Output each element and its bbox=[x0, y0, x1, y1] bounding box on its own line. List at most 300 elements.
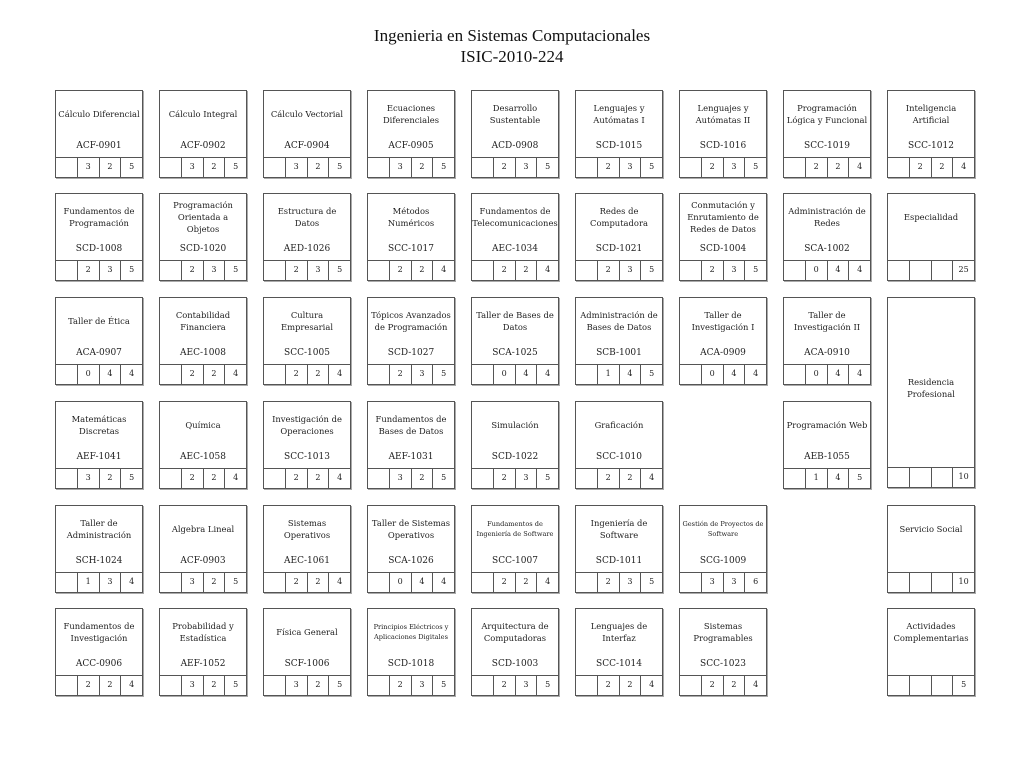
course-code: SCD-1018 bbox=[387, 659, 435, 669]
page-title: Ingenieria en Sistemas Computacionales bbox=[373, 26, 651, 45]
course-box bbox=[471, 193, 559, 281]
course-name: Sistemas Operativos bbox=[283, 518, 331, 540]
course-code: SCC-1013 bbox=[284, 452, 330, 462]
credit-cell: 3 bbox=[182, 573, 204, 592]
credits-row bbox=[888, 572, 974, 592]
credit-cell: 5 bbox=[233, 680, 239, 689]
credit-cell bbox=[680, 158, 702, 177]
credit-cell: 2 bbox=[390, 261, 412, 280]
course-name: Tópicos Avanzados de Programación bbox=[371, 310, 451, 332]
course-box bbox=[55, 297, 143, 385]
course-name: Conmutación y Enrutamiento de Redes de Datos bbox=[687, 200, 759, 234]
credit-cell: 4 bbox=[129, 369, 135, 378]
credits-row bbox=[576, 675, 662, 695]
course-name: Cálculo Diferencial bbox=[58, 109, 140, 119]
course-box bbox=[367, 193, 455, 281]
credit-cell: 1 bbox=[598, 365, 620, 384]
course-name: Sistemas Programables bbox=[693, 621, 753, 643]
credits-row bbox=[264, 572, 350, 592]
course-name: Programación Orientada a Objetos bbox=[173, 200, 233, 234]
credits-row bbox=[368, 468, 454, 488]
credit-cell: 1 bbox=[806, 469, 828, 488]
credit-cell: 5 bbox=[753, 265, 759, 274]
credit-cell: 4 bbox=[961, 162, 967, 171]
credit-cell: 10 bbox=[958, 577, 969, 586]
credit-cell: 5 bbox=[649, 265, 655, 274]
course-name: Principios Eléctricos y Aplicaciones Digitales bbox=[373, 623, 449, 641]
credit-cell: 5 bbox=[441, 680, 447, 689]
course-code: SCD-1020 bbox=[179, 244, 227, 254]
credit-cell: 4 bbox=[545, 265, 551, 274]
credit-cell bbox=[910, 573, 932, 592]
course-name: Inteligencia Artificial bbox=[905, 103, 957, 125]
credit-cell: 3 bbox=[516, 676, 538, 695]
credit-cell: 2 bbox=[100, 158, 122, 177]
credits-row bbox=[368, 157, 454, 177]
course-box bbox=[367, 90, 455, 178]
course-name: Taller de Investigación II bbox=[793, 310, 861, 332]
credit-cell bbox=[160, 676, 182, 695]
credit-cell: 2 bbox=[78, 676, 100, 695]
credits-row bbox=[472, 675, 558, 695]
credit-cell: 4 bbox=[233, 473, 239, 482]
credits-row bbox=[576, 468, 662, 488]
credit-cell: 0 bbox=[702, 365, 724, 384]
credit-cell bbox=[784, 365, 806, 384]
course-box bbox=[263, 193, 351, 281]
credit-cell bbox=[784, 469, 806, 488]
course-code: ACA-0910 bbox=[804, 348, 850, 358]
credit-cell bbox=[680, 676, 702, 695]
credit-cell bbox=[264, 158, 286, 177]
credit-cell bbox=[56, 365, 78, 384]
course-name: Taller de Administración bbox=[66, 518, 132, 540]
credit-cell: 2 bbox=[598, 573, 620, 592]
course-box bbox=[575, 401, 663, 489]
credits-row bbox=[888, 467, 974, 487]
credit-cell: 3 bbox=[620, 573, 642, 592]
course-name: Graficación bbox=[594, 420, 644, 430]
credit-cell bbox=[160, 573, 182, 592]
course-code: SCF-1006 bbox=[284, 659, 330, 669]
credit-cell: 3 bbox=[100, 261, 122, 280]
credit-cell: 4 bbox=[516, 365, 538, 384]
course-box bbox=[471, 90, 559, 178]
course-name: Taller de Bases de Datos bbox=[476, 310, 554, 332]
credit-cell: 4 bbox=[545, 369, 551, 378]
course-name: Servicio Social bbox=[899, 524, 963, 534]
credit-cell: 3 bbox=[516, 469, 538, 488]
credit-cell: 4 bbox=[857, 162, 863, 171]
credit-cell: 5 bbox=[129, 473, 135, 482]
credit-cell: 2 bbox=[100, 676, 122, 695]
credit-cell bbox=[910, 676, 932, 695]
credit-cell: 2 bbox=[308, 469, 330, 488]
credits-row bbox=[368, 675, 454, 695]
credit-cell: 5 bbox=[649, 369, 655, 378]
course-box bbox=[575, 505, 663, 593]
credit-cell: 5 bbox=[441, 162, 447, 171]
credit-cell: 3 bbox=[412, 365, 434, 384]
course-code: AEB-1055 bbox=[804, 452, 850, 462]
course-code: ACA-0907 bbox=[76, 348, 122, 358]
credit-cell: 2 bbox=[204, 365, 226, 384]
credit-cell: 3 bbox=[390, 158, 412, 177]
credit-cell: 2 bbox=[182, 365, 204, 384]
course-box bbox=[679, 505, 767, 593]
credit-cell: 3 bbox=[620, 158, 642, 177]
course-box bbox=[263, 401, 351, 489]
credit-cell: 2 bbox=[598, 261, 620, 280]
credits-row bbox=[576, 260, 662, 280]
course-name: Cálculo Vectorial bbox=[270, 109, 344, 119]
credits-row bbox=[368, 260, 454, 280]
credit-cell bbox=[264, 469, 286, 488]
credit-cell: 5 bbox=[857, 473, 863, 482]
course-box bbox=[263, 297, 351, 385]
course-code: SCC-1005 bbox=[284, 348, 330, 358]
credits-row bbox=[472, 572, 558, 592]
course-name: Fundamentos de Investigación bbox=[63, 621, 135, 643]
credits-row bbox=[160, 364, 246, 384]
credit-cell bbox=[160, 365, 182, 384]
credit-cell: 6 bbox=[753, 577, 759, 586]
credit-cell: 2 bbox=[204, 676, 226, 695]
credit-cell bbox=[160, 261, 182, 280]
credit-cell bbox=[576, 365, 598, 384]
course-code: ACF-0905 bbox=[388, 141, 434, 151]
course-name: Estructura de Datos bbox=[277, 206, 337, 228]
credit-cell bbox=[56, 158, 78, 177]
course-box bbox=[575, 297, 663, 385]
credit-cell bbox=[264, 676, 286, 695]
course-code: AEF-1052 bbox=[180, 659, 226, 669]
credits-row bbox=[888, 157, 974, 177]
credit-cell: 2 bbox=[598, 158, 620, 177]
course-name: Simulación bbox=[491, 420, 539, 430]
credit-cell bbox=[368, 365, 390, 384]
credits-row bbox=[264, 157, 350, 177]
course-code: SCC-1010 bbox=[596, 452, 642, 462]
course-code: SCA-1002 bbox=[804, 244, 850, 254]
credit-cell: 5 bbox=[233, 577, 239, 586]
credit-cell: 2 bbox=[702, 676, 724, 695]
course-code: AEF-1031 bbox=[388, 452, 434, 462]
credit-cell: 3 bbox=[78, 158, 100, 177]
course-box bbox=[783, 193, 871, 281]
course-box bbox=[55, 401, 143, 489]
course-box bbox=[55, 193, 143, 281]
credit-cell bbox=[784, 158, 806, 177]
course-box bbox=[783, 401, 871, 489]
course-code: ACF-0903 bbox=[180, 556, 226, 566]
credit-cell bbox=[888, 158, 910, 177]
credits-row bbox=[264, 260, 350, 280]
credit-cell: 4 bbox=[441, 577, 447, 586]
course-name: Desarrollo Sustentable bbox=[489, 103, 541, 125]
credits-row bbox=[784, 468, 870, 488]
credit-cell: 4 bbox=[753, 369, 759, 378]
credit-cell: 4 bbox=[412, 573, 434, 592]
course-code: ACF-0901 bbox=[76, 141, 122, 151]
course-name: Actividades Complementarias bbox=[893, 621, 969, 643]
credit-cell: 4 bbox=[441, 265, 447, 274]
credit-cell: 3 bbox=[286, 158, 308, 177]
credit-cell: 3 bbox=[182, 158, 204, 177]
credit-cell: 25 bbox=[958, 265, 969, 274]
credit-cell: 10 bbox=[958, 472, 969, 481]
credit-cell: 2 bbox=[412, 261, 434, 280]
course-name: Fundamentos de Telecomunicaciones bbox=[472, 206, 558, 228]
credit-cell: 2 bbox=[494, 261, 516, 280]
credit-cell: 4 bbox=[828, 365, 850, 384]
credit-cell: 3 bbox=[182, 676, 204, 695]
credit-cell: 2 bbox=[412, 158, 434, 177]
credit-cell: 2 bbox=[390, 676, 412, 695]
credit-cell: 5 bbox=[337, 162, 343, 171]
credit-cell: 4 bbox=[828, 261, 850, 280]
course-box bbox=[55, 505, 143, 593]
credit-cell: 4 bbox=[233, 369, 239, 378]
credit-cell: 1 bbox=[78, 573, 100, 592]
course-name: Administración de Bases de Datos bbox=[580, 310, 658, 332]
credit-cell: 2 bbox=[494, 573, 516, 592]
credit-cell: 2 bbox=[932, 158, 954, 177]
credit-cell: 2 bbox=[494, 469, 516, 488]
credit-cell: 2 bbox=[286, 365, 308, 384]
credit-cell: 2 bbox=[598, 469, 620, 488]
credit-cell: 3 bbox=[412, 676, 434, 695]
credits-row bbox=[784, 364, 870, 384]
course-box bbox=[159, 505, 247, 593]
credit-cell: 2 bbox=[412, 469, 434, 488]
course-code: SCB-1001 bbox=[596, 348, 642, 358]
course-name: Lenguajes y Autómatas II bbox=[695, 103, 751, 125]
course-code: ACF-0902 bbox=[180, 141, 226, 151]
credit-cell: 3 bbox=[308, 261, 330, 280]
credit-cell: 0 bbox=[806, 261, 828, 280]
course-code: SCC-1012 bbox=[908, 141, 954, 151]
credit-cell: 2 bbox=[828, 158, 850, 177]
credit-cell: 4 bbox=[649, 473, 655, 482]
course-name: Probabilidad y Estadística bbox=[172, 621, 234, 643]
credit-cell: 2 bbox=[390, 365, 412, 384]
credit-cell: 4 bbox=[337, 577, 343, 586]
course-box bbox=[159, 608, 247, 696]
course-box bbox=[887, 608, 975, 696]
course-box bbox=[159, 193, 247, 281]
credits-row bbox=[56, 260, 142, 280]
credit-cell: 5 bbox=[129, 265, 135, 274]
course-box bbox=[679, 608, 767, 696]
credit-cell: 5 bbox=[649, 577, 655, 586]
course-code: AEF-1041 bbox=[76, 452, 122, 462]
credit-cell bbox=[576, 261, 598, 280]
credit-cell bbox=[888, 676, 910, 695]
course-box bbox=[471, 297, 559, 385]
credit-cell: 2 bbox=[494, 676, 516, 695]
course-code: AEC-1061 bbox=[284, 556, 330, 566]
credit-cell bbox=[368, 158, 390, 177]
credit-cell: 5 bbox=[961, 680, 967, 689]
course-code: SCA-1026 bbox=[388, 556, 434, 566]
credit-cell: 4 bbox=[724, 365, 746, 384]
course-box bbox=[471, 401, 559, 489]
credit-cell bbox=[56, 261, 78, 280]
credit-cell: 3 bbox=[724, 573, 746, 592]
credit-cell: 5 bbox=[337, 680, 343, 689]
credit-cell bbox=[56, 573, 78, 592]
course-name: Cultura Empresarial bbox=[280, 310, 334, 332]
credit-cell bbox=[472, 573, 494, 592]
course-name: Fundamentos de Programación bbox=[63, 206, 135, 228]
credit-cell: 5 bbox=[545, 473, 551, 482]
credit-cell bbox=[576, 676, 598, 695]
course-box bbox=[679, 90, 767, 178]
course-box bbox=[367, 401, 455, 489]
credits-row bbox=[472, 260, 558, 280]
credits-row bbox=[472, 157, 558, 177]
course-code: SCD-1016 bbox=[699, 141, 747, 151]
course-name: Cálculo Integral bbox=[168, 109, 238, 119]
credit-cell bbox=[680, 573, 702, 592]
credit-cell: 5 bbox=[233, 265, 239, 274]
credit-cell bbox=[910, 261, 932, 280]
credit-cell bbox=[56, 676, 78, 695]
credit-cell: 2 bbox=[806, 158, 828, 177]
credit-cell: 4 bbox=[857, 265, 863, 274]
credit-cell: 3 bbox=[620, 261, 642, 280]
course-code: SCD-1004 bbox=[699, 244, 747, 254]
credit-cell: 5 bbox=[753, 162, 759, 171]
credit-cell bbox=[368, 469, 390, 488]
credit-cell bbox=[472, 365, 494, 384]
credit-cell bbox=[888, 468, 910, 487]
course-box bbox=[367, 608, 455, 696]
credits-row bbox=[888, 260, 974, 280]
credit-cell: 5 bbox=[441, 369, 447, 378]
course-code: SCH-1024 bbox=[75, 556, 123, 566]
course-code: SCA-1025 bbox=[492, 348, 538, 358]
credits-row bbox=[160, 572, 246, 592]
credit-cell: 2 bbox=[516, 573, 538, 592]
credits-row bbox=[56, 364, 142, 384]
course-box bbox=[263, 505, 351, 593]
credits-row bbox=[368, 364, 454, 384]
credit-cell: 4 bbox=[857, 369, 863, 378]
credit-cell: 2 bbox=[702, 261, 724, 280]
credit-cell: 2 bbox=[494, 158, 516, 177]
credits-row bbox=[576, 157, 662, 177]
course-box bbox=[887, 505, 975, 593]
credit-cell bbox=[472, 676, 494, 695]
credit-cell: 5 bbox=[441, 473, 447, 482]
course-name: Administración de Redes bbox=[788, 206, 866, 228]
course-box bbox=[471, 505, 559, 593]
credit-cell: 4 bbox=[100, 365, 122, 384]
credit-cell: 4 bbox=[337, 369, 343, 378]
course-name: Contabilidad Financiera bbox=[175, 310, 231, 332]
credit-cell: 2 bbox=[204, 158, 226, 177]
credits-row bbox=[160, 468, 246, 488]
course-name: Lenguajes de Interfaz bbox=[590, 621, 648, 643]
credit-cell bbox=[888, 573, 910, 592]
course-box bbox=[55, 608, 143, 696]
credit-cell bbox=[472, 469, 494, 488]
course-code: SCD-1011 bbox=[595, 556, 643, 566]
course-name: Ecuaciones Diferenciales bbox=[382, 103, 440, 125]
course-code: SCC-1007 bbox=[492, 556, 538, 566]
course-code: SCC-1017 bbox=[388, 244, 434, 254]
course-box bbox=[783, 297, 871, 385]
credit-cell: 2 bbox=[182, 469, 204, 488]
credit-cell: 2 bbox=[204, 573, 226, 592]
course-name: Redes de Computadora bbox=[590, 206, 648, 228]
credit-cell: 2 bbox=[78, 261, 100, 280]
credit-cell: 4 bbox=[129, 577, 135, 586]
credit-cell bbox=[932, 468, 954, 487]
course-box bbox=[159, 401, 247, 489]
credits-row bbox=[576, 572, 662, 592]
credit-cell: 4 bbox=[649, 680, 655, 689]
course-box bbox=[367, 297, 455, 385]
course-name: Residencia Profesional bbox=[907, 377, 955, 399]
credits-row bbox=[56, 468, 142, 488]
credit-cell bbox=[160, 469, 182, 488]
course-name: Química bbox=[185, 420, 221, 430]
credit-cell bbox=[160, 158, 182, 177]
credit-cell: 2 bbox=[620, 676, 642, 695]
credit-cell: 2 bbox=[308, 158, 330, 177]
credits-row bbox=[680, 675, 766, 695]
credit-cell: 5 bbox=[337, 265, 343, 274]
course-box bbox=[55, 90, 143, 178]
credits-row bbox=[680, 260, 766, 280]
credit-cell: 2 bbox=[910, 158, 932, 177]
credit-cell: 2 bbox=[308, 676, 330, 695]
credit-cell: 4 bbox=[337, 473, 343, 482]
course-box bbox=[159, 90, 247, 178]
credit-cell: 2 bbox=[724, 676, 746, 695]
credit-cell bbox=[472, 261, 494, 280]
credit-cell: 4 bbox=[620, 365, 642, 384]
credit-cell bbox=[888, 261, 910, 280]
credit-cell: 2 bbox=[620, 469, 642, 488]
course-code: SCD-1008 bbox=[75, 244, 123, 254]
credits-row bbox=[160, 157, 246, 177]
credit-cell: 0 bbox=[806, 365, 828, 384]
course-box bbox=[471, 608, 559, 696]
credit-cell: 5 bbox=[233, 162, 239, 171]
credit-cell bbox=[368, 261, 390, 280]
credits-row bbox=[264, 468, 350, 488]
course-box bbox=[679, 193, 767, 281]
course-box bbox=[575, 608, 663, 696]
credit-cell bbox=[932, 573, 954, 592]
course-name: Ingeniería de Software bbox=[590, 518, 648, 540]
credit-cell: 0 bbox=[78, 365, 100, 384]
credit-cell: 3 bbox=[390, 469, 412, 488]
course-code: AED-1026 bbox=[283, 244, 331, 254]
credit-cell: 2 bbox=[286, 469, 308, 488]
course-box bbox=[263, 90, 351, 178]
credit-cell: 0 bbox=[494, 365, 516, 384]
credits-row bbox=[264, 364, 350, 384]
course-name: Matemáticas Discretas bbox=[71, 414, 127, 436]
credits-row bbox=[264, 675, 350, 695]
course-box bbox=[575, 90, 663, 178]
course-box bbox=[887, 193, 975, 281]
